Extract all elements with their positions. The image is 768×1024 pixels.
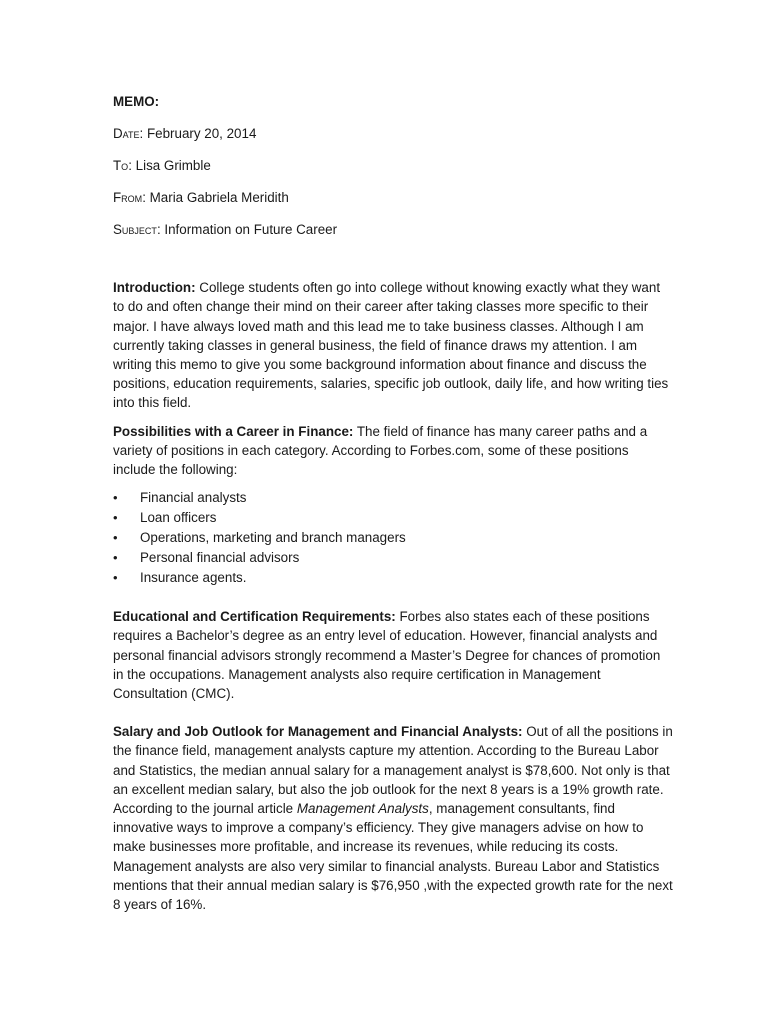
salary-text-2: , management consultants, find innovative ways to improve a company’s efficiency. They give managers advise on how to make businesses more profitable, and increase its revenues, while reducing its costs. Management analysts are also very similar to financial analysts. Bureau Labor and Statistics mentions that their annual median salary is $76,950 ,with the expected growth rate for the next 8 years of 16%. <box>113 801 673 913</box>
bullet-icon: • <box>113 510 118 526</box>
possibilities-heading: Possibilities with a Career in Finance: <box>113 423 354 439</box>
memo-to-line: To: Lisa Grimble <box>113 158 211 174</box>
introduction-heading: Introduction: <box>113 280 196 296</box>
education-text: Forbes also states each of these positions requires a Bachelor’s degree as an entry level of education. However, financial analysts and personal financial advisors strongly recommend a Master’s Degree for chances of promotion in the occupations. Management analysts also require certification in Management Consultation (CMC). <box>113 609 661 702</box>
subject-label: Subject <box>113 222 157 238</box>
subject-value: Information on Future Career <box>164 222 338 238</box>
salary-paragraph <box>113 722 673 914</box>
list-item: • Insurance agents. <box>113 568 673 588</box>
list-item: • Personal financial advisors <box>113 548 673 568</box>
education-heading: Educational and Certification Requirements: <box>113 609 396 625</box>
salary-heading: Salary and Job Outlook for Management and Financial Analysts: <box>113 724 523 740</box>
introduction-text: College students often go into college without knowing exactly what they want to do and often change their mind on their career after taking classes more specific to their major. I have always loved math and this lead me to take business classes. Although I am currently taking classes in general business, the field of finance draws my attention. I am writing this memo to give you some background information about finance and discuss the positions, education requirements, salaries, specific job outlook, daily life, and how writing ties into this field. <box>113 280 669 411</box>
memo-date-line: Date: February 20, 2014 <box>113 126 257 142</box>
from-value: Maria Gabriela Meridith <box>149 190 289 206</box>
positions-list <box>113 488 673 588</box>
bullet-icon: • <box>113 530 118 546</box>
introduction-paragraph <box>113 278 673 412</box>
salary-article-title: Management Analysts <box>296 801 429 817</box>
memo-title: MEMO: <box>113 94 160 109</box>
to-label: To <box>113 158 129 174</box>
possibilities-text: The field of finance has many career paths and a variety of positions in each category. According to Forbes.com, some of these positions include the following: <box>113 423 648 478</box>
from-label: From <box>113 190 143 206</box>
date-value: February 20, 2014 <box>146 126 257 142</box>
salary-text-1: Out of all the positions in the finance field, management analysts capture my attention. According to the Bureau Labor and Statistics, the median annual salary for a management analyst is $78,600. Not only is that an excellent median salary, but also the job outlook for the next 8 years is a 19% growth rate. According to the journal article <box>113 724 673 817</box>
education-paragraph <box>113 607 673 703</box>
memo-subject-line: Subject: Information on Future Career <box>113 222 338 238</box>
list-item: • Operations, marketing and branch managers <box>113 528 673 548</box>
to-value: Lisa Grimble <box>135 158 211 174</box>
memo-document <box>113 92 673 923</box>
possibilities-paragraph <box>113 422 673 480</box>
list-item: • Loan officers <box>113 508 673 528</box>
memo-from-line: From: Maria Gabriela Meridith <box>113 190 289 206</box>
list-item: • Financial analysts <box>113 488 673 508</box>
bullet-icon: • <box>113 570 118 586</box>
date-label: Date <box>113 126 140 142</box>
bullet-icon: • <box>113 490 118 506</box>
bullet-icon: • <box>113 550 118 566</box>
